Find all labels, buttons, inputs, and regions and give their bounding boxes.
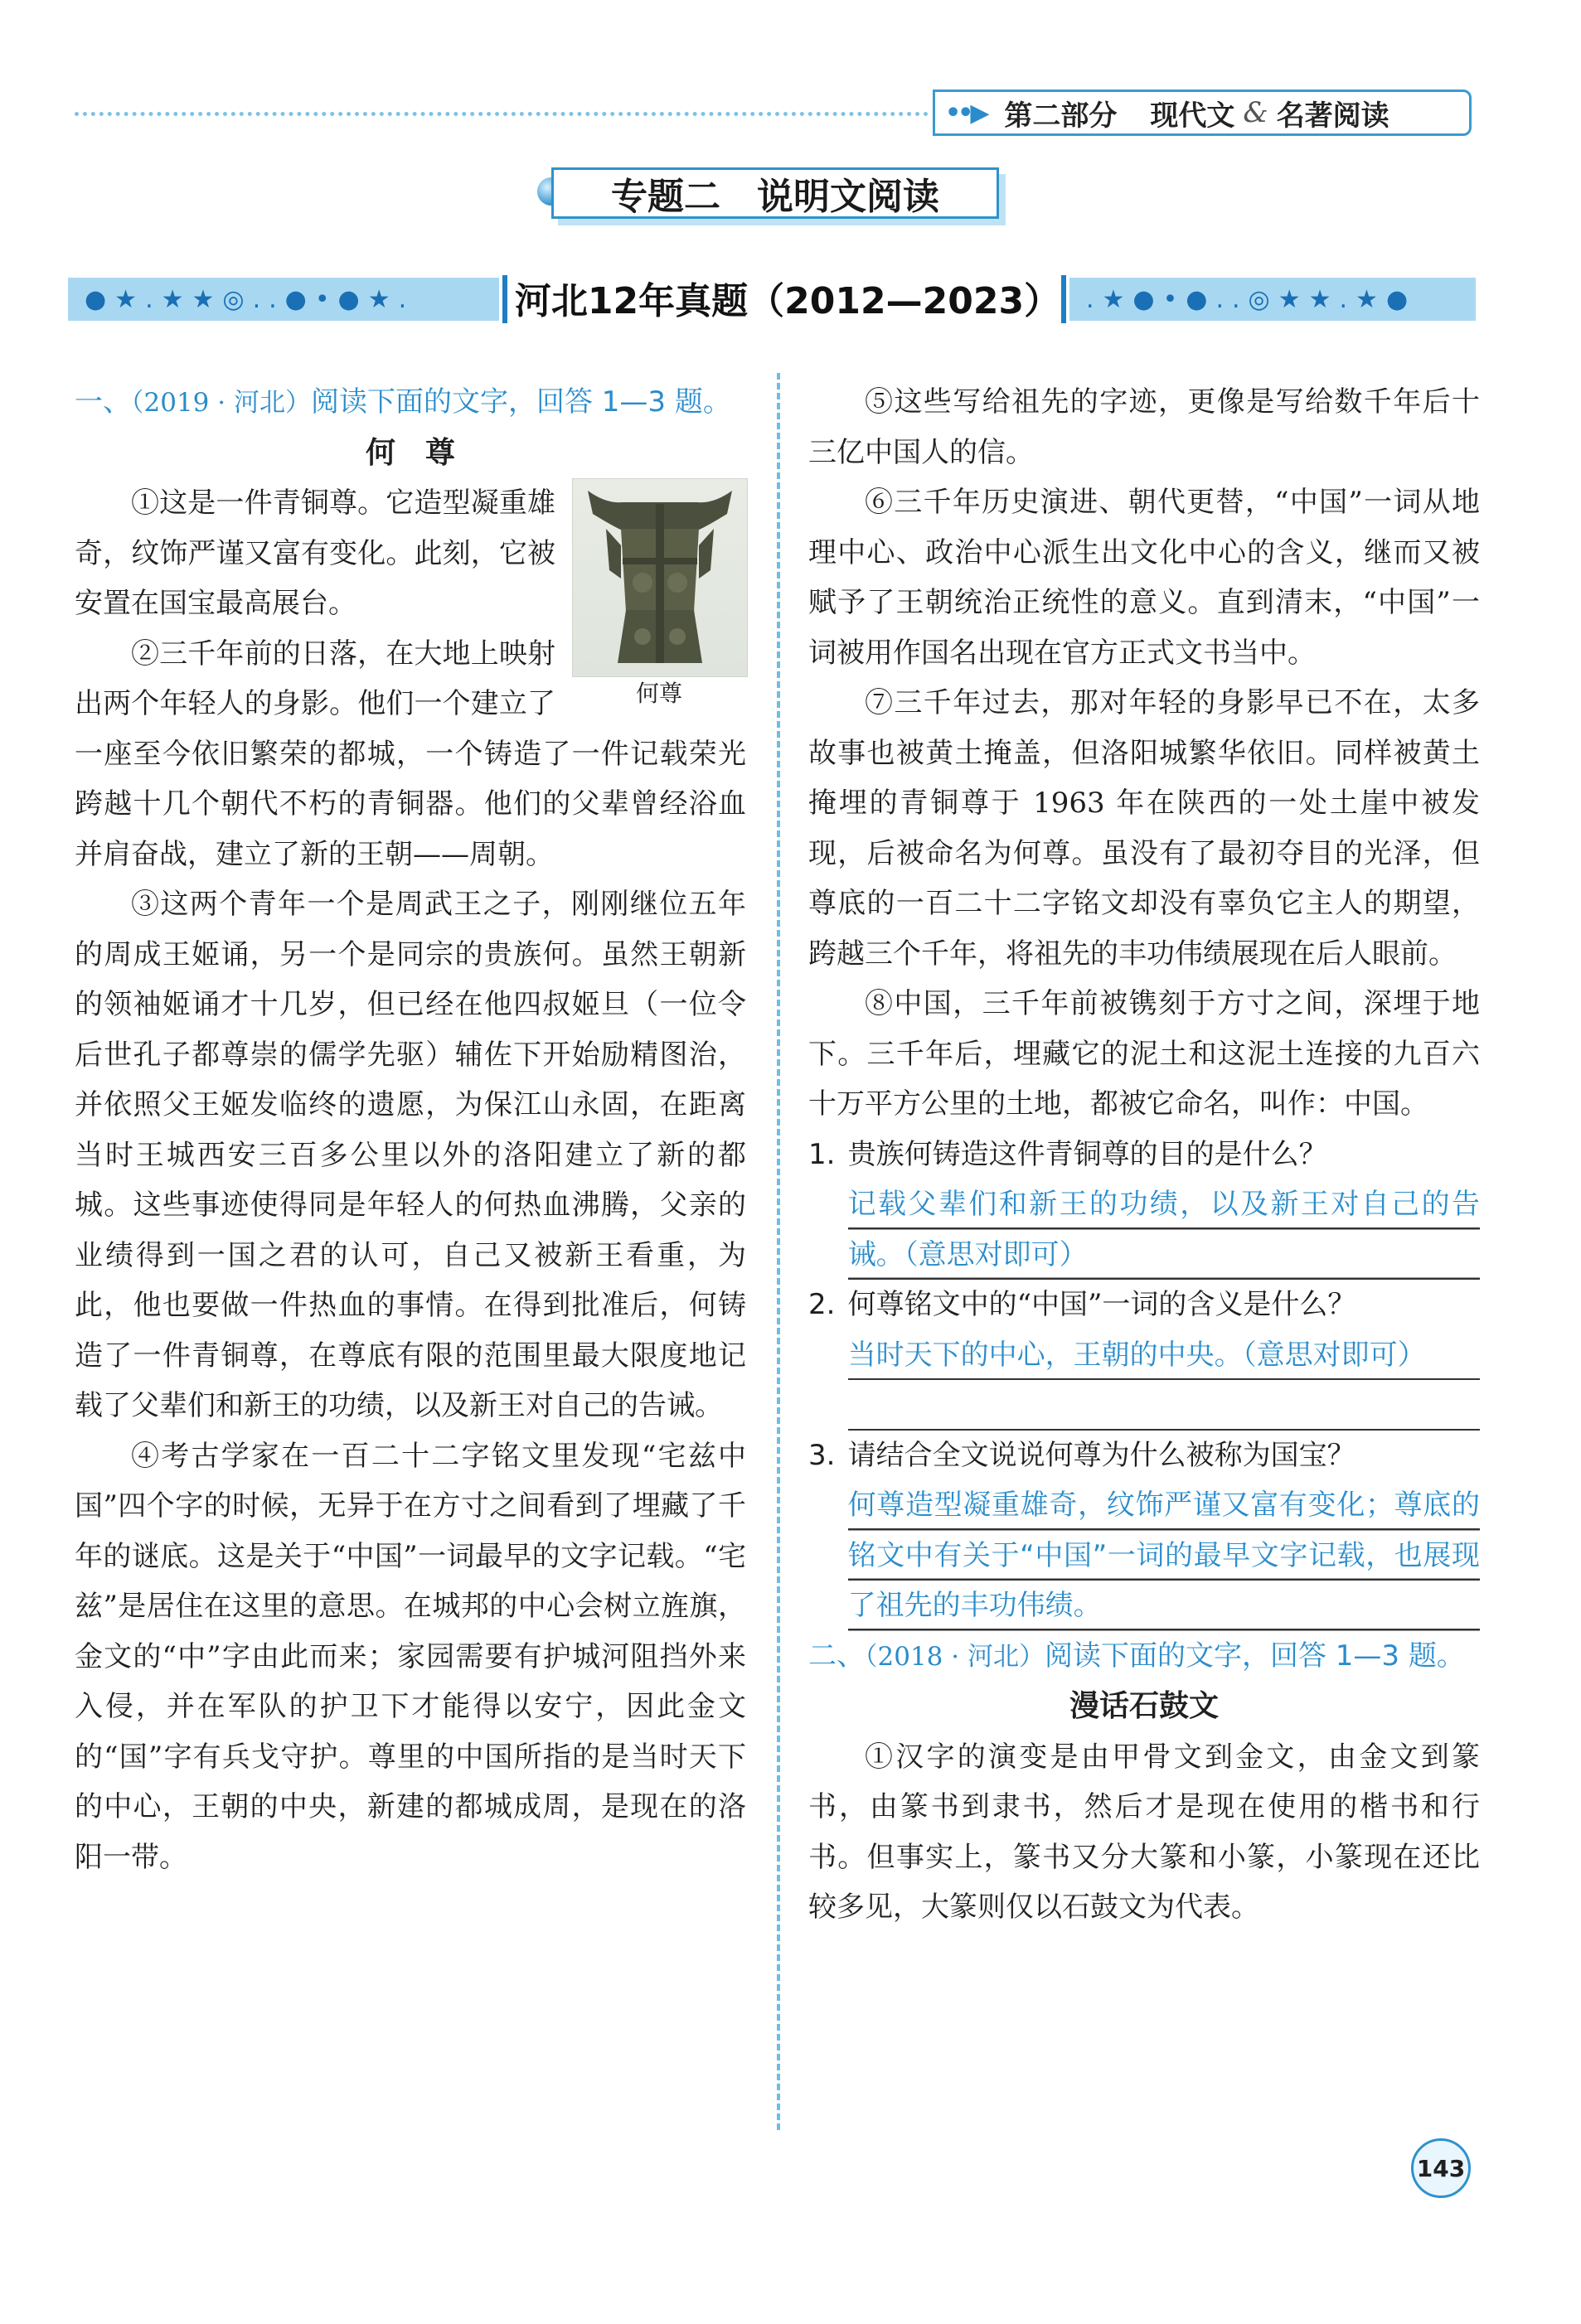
answer-1: 记载父辈们和新王的功绩，以及新王对自己的告诫。（意思对即可）	[848, 1179, 1480, 1280]
banner-bar-left	[502, 275, 507, 323]
paragraph-1: ①这是一件青铜尊。它造型凝重雄奇，纹饰严谨又富有变化。此刻，它被安置在国宝最高展台。	[75, 487, 555, 620]
answer-2: 当时天下的中心，王朝的中央。（意思对即可）	[848, 1330, 1480, 1381]
question-set-heading-2: 二、（2018 · 河北）阅读下面的文字，回答 1—3 题。	[808, 1639, 1465, 1673]
part-header	[933, 90, 1472, 136]
header-dotted-rule	[75, 112, 929, 116]
answer-3: 何尊造型凝重雄奇，纹饰严谨又富有变化；尊底的铭文中有关于“中国”一词的最早文字记载，也展现了祖先的丰功伟绩。	[848, 1480, 1480, 1631]
paragraph-3: ③这两个青年一个是周武王之子，刚刚继位五年的周成王姬诵，另一个是同宗的贵族何。虽然王朝新的领袖姬诵才十几岁，但已经在他四叔姬旦（一位令后世孔子都尊崇的儒学先驱）辅佐下开始励精图治，并依照父王姬发临终的遗愿，为保江山永固，在距离当时王城西安三百多公里以外的洛阳建立了新的都城。这些事迹使得同是年轻人的何热血沸腾，父亲的业绩得到一国之君的认可，自己又被新王看重，为此，他也要做一件热血的事情。在得到批准后，何铸造了一件青铜尊，在尊底有限的范围里最大限度地记载了父辈们和新王的功绩，以及新王对自己的告诫。	[75, 888, 746, 1422]
figure-caption: 何尊	[635, 680, 682, 707]
bronze-figure	[572, 478, 746, 710]
answer-blank-line	[848, 1380, 1480, 1431]
section-label-1: 现代文	[1150, 99, 1235, 133]
banner-title: 河北12年真题（2012—2023）	[514, 280, 1061, 322]
right-column	[808, 377, 1480, 1933]
question-set-heading: 一、（2019 · 河北）阅读下面的文字，回答 1—3 题。	[75, 385, 731, 419]
topic-title: 专题二 说明文阅读	[551, 167, 999, 219]
bronze-zun-image	[572, 478, 748, 677]
section-label-2: 名著阅读	[1276, 99, 1389, 133]
banner-decoration-left: ●★.★★◎..●•●★.	[68, 278, 499, 321]
paragraph-5: ⑤这些写给祖先的字迹，更像是写给数千年后十三亿中国人的信。	[808, 385, 1480, 469]
paragraph-8: ⑧中国，三千年前被镌刻于方寸之间，深埋于地下。三千年后，埋藏它的泥土和这泥土连接的九百六十万平方公里的土地，都被它命名，叫作：中国。	[808, 987, 1480, 1121]
page-number: 143	[1411, 2138, 1471, 2198]
banner-bar-right	[1061, 275, 1066, 323]
question-2: 2. 何尊铭文中的“中国”一词的含义是什么？	[808, 1288, 1356, 1321]
arrow-icon: ••▶	[945, 98, 987, 128]
paragraph-7: ⑦三千年过去，那对年轻的身影早已不在，太多故事也被黄土掩盖，但洛阳城繁华依旧。同样被黄土掩埋的青铜尊于 1963 年在陕西的一处土崖中被发现，后被命名为何尊。虽没有了最初夺目的光泽，但尊底的一百二十二字铭文却没有辜负它主人的期望，跨越三个千年，将祖先的丰功伟绩展现在后人眼前。	[808, 686, 1480, 971]
article-title: 何 尊	[365, 435, 455, 470]
banner-decoration-right: .★●•●..◎★★.★●	[1069, 278, 1476, 321]
question-3: 3. 请结合全文说说何尊为什么被称为国宝？	[808, 1438, 1355, 1472]
paragraph-9: ①汉字的演变是由甲骨文到金文，由金文到篆书，由篆书到隶书，然后才是现在使用的楷书和行书。但事实上，篆书又分大篆和小篆，小篆现在还比较多见，大篆则仅以石鼓文为代表。	[808, 1740, 1480, 1924]
column-divider	[777, 373, 780, 2130]
article-title-2: 漫话石鼓文	[1069, 1689, 1219, 1723]
ampersand: &	[1243, 96, 1268, 129]
question-1: 1. 贵族何铸造这件青铜尊的目的是什么？	[808, 1137, 1327, 1171]
paragraph-2: ②三千年前的日落，在大地上映射出两个年轻人的身影。他们一个建立了一座至今依旧繁荣的都城，一个铸造了一件记载荣光跨越十几个朝代不朽的青铜器。他们的父辈曾经浴血并肩奋战，建立了新的王朝——周朝。	[75, 637, 746, 871]
part-label: 第二部分	[1004, 99, 1118, 133]
paragraph-4: ④考古学家在一百二十二字铭文里发现“宅兹中国”四个字的时候，无异于在方寸之间看到了埋藏了千年的谜底。这是关于“中国”一词最早的文字记载。“宅兹”是居住在这里的意思。在城邦的中心会树立旌旗，金文的“中”字由此而来；家园需要有护城河阻挡外来入侵，并在军队的护卫下才能得以安宁，因此金文的“国”字有兵戈守护。尊里的中国所指的是当时天下的中心，王朝的中央，新建的都城成周，是现在的洛阳一带。	[75, 1439, 746, 1874]
left-column	[75, 377, 746, 1882]
paragraph-6: ⑥三千年历史演进、朝代更替，“中国”一词从地理中心、政治中心派生出文化中心的含义，继而又被赋予了王朝统治正统性的意义。直到清末，“中国”一词被用作国名出现在官方正式文书当中。	[808, 486, 1480, 670]
